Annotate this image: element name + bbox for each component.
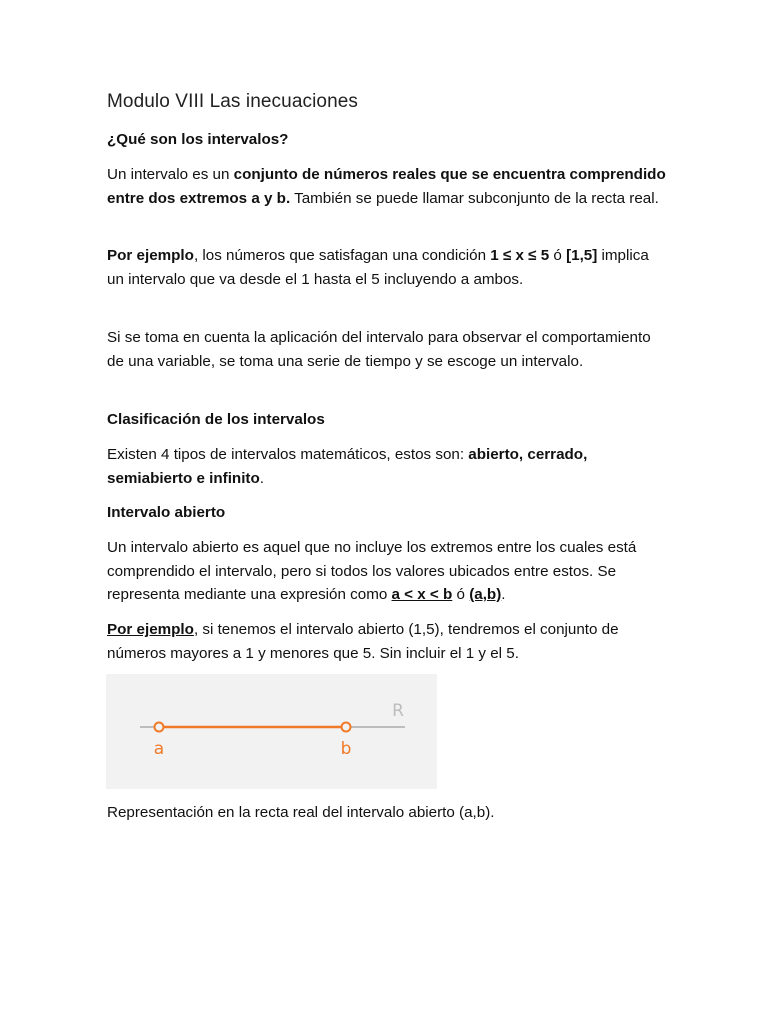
text-run: Un intervalo abierto es aquel que no incluye los extremos entre los cuales está comprendido el intervalo, pero si todos los valores ubicados entre estos. Se representa mediante una expresión como <box>107 539 637 603</box>
paragraph-open-example <box>107 618 667 665</box>
text-run: ó <box>549 247 567 264</box>
paragraph-application: Si se toma en cuenta la aplicación del intervalo para observar el comportamiento de una variable, se toma una serie de tiempo y se escoge un intervalo. <box>107 329 651 370</box>
paragraph-example-closed <box>107 244 667 291</box>
text-run: Existen 4 tipos de intervalos matemáticos, estos son: <box>107 446 469 463</box>
bold-underlined-run: a < x < b <box>391 586 453 603</box>
endpoint-label-a: a <box>153 739 165 759</box>
bold-underlined-run: (a,b) <box>469 586 502 603</box>
bold-run: Por ejemplo <box>107 247 194 264</box>
text-run: implica un intervalo que va desde el 1 hasta el 5 incluyendo a ambos. <box>107 247 649 288</box>
real-axis-label: R <box>392 701 404 721</box>
paragraph-open-definition <box>107 536 667 607</box>
section-heading-classification: Clasificación de los intervalos <box>107 411 325 428</box>
section-heading-open-interval: Intervalo abierto <box>107 504 226 521</box>
text-run: , si tenemos el intervalo abierto (1,5), tendremos el conjunto de números mayores a 1 y menores que 5. Sin incluir el 1 y el 5. <box>107 621 619 662</box>
text-run: ó <box>452 586 470 603</box>
number-line-figure <box>106 674 437 789</box>
text-run: . <box>501 586 506 603</box>
bold-run: 1 ≤ x ≤ 5 <box>490 247 550 264</box>
paragraph-definition <box>107 163 667 210</box>
open-endpoint-a <box>155 723 164 732</box>
open-endpoint-b <box>342 723 351 732</box>
bold-run: conjunto de números reales que se encuentra comprendido entre dos extremos a y b. <box>107 166 666 207</box>
text-run: , los números que satisfagan una condición <box>193 247 491 264</box>
section-heading-intervals: ¿Qué son los intervalos? <box>107 131 289 148</box>
text-run: También se puede llamar subconjunto de la recta real. <box>290 189 659 207</box>
bold-run: abierto, cerrado, semiabierto e infinito <box>107 446 588 487</box>
document-title: Modulo VIII Las inecuaciones <box>107 91 359 112</box>
number-line-svg <box>106 674 437 789</box>
text-run: Un intervalo es un <box>107 166 234 183</box>
bold-underlined-run: Por ejemplo <box>107 621 194 638</box>
figure-caption: Representación en la recta real del intervalo abierto (a,b). <box>107 804 495 821</box>
paragraph-types <box>107 443 667 490</box>
bold-run: [1,5] <box>566 247 598 264</box>
endpoint-label-b: b <box>340 739 352 759</box>
text-run: . <box>259 469 264 487</box>
